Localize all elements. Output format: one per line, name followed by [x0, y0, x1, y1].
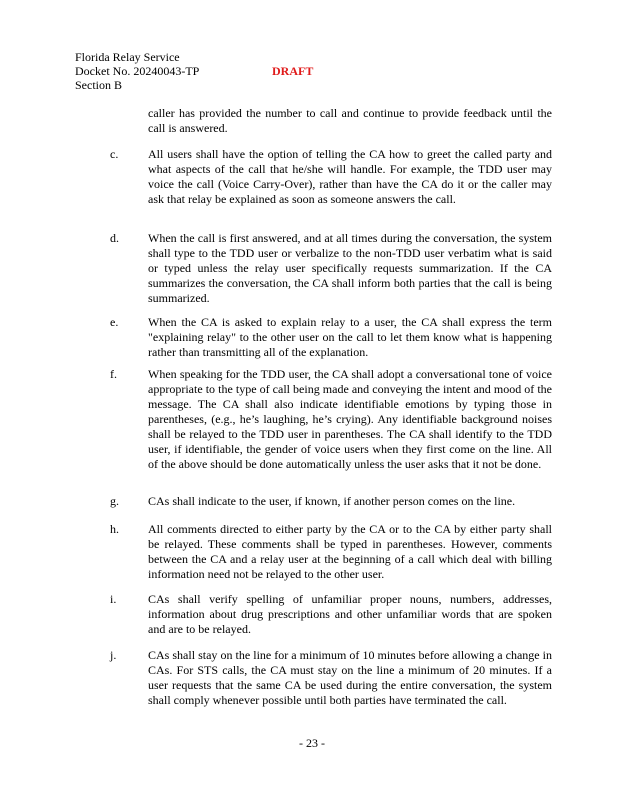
item-j-label: j.: [110, 648, 117, 662]
item-c-label: c.: [110, 147, 119, 161]
header-docket: Docket No. 20240043-TP: [75, 64, 200, 78]
header-organization: Florida Relay Service: [75, 50, 180, 64]
header-section: Section B: [75, 78, 122, 92]
item-g-text: CAs shall indicate to the user, if known, if another person comes on the line.: [148, 494, 516, 508]
item-f-text: When speaking for the TDD user, the CA shall adopt a conversational tone of voice appropriate to the type of call being made and conveying the intent and mood of the message. The CA shall also indicate identifiable emotions by typing those in parentheses, (e.g., he’s laughing, he’s crying). Any identifiable background noises shall be relayed to the TDD user in parentheses. The CA shall identify to the TDD user, if identifiable, the gender of voice users when they first come on the line. All of the above should be done automatically unless the user asks that it not be done.: [148, 367, 552, 471]
item-f-label: f.: [110, 367, 117, 381]
item-d-label: d.: [110, 231, 119, 245]
continuation-paragraph: caller has provided the number to call and continue to provide feedback until the call is answered.: [148, 106, 552, 135]
item-i-text: CAs shall verify spelling of unfamiliar proper nouns, numbers, addresses, information about drug prescriptions and other unfamiliar words that are spoken and are to be relayed.: [148, 592, 552, 636]
item-e-label: e.: [110, 315, 119, 329]
item-g-label: g.: [110, 494, 119, 508]
item-j-text: CAs shall stay on the line for a minimum of 10 minutes before allowing a change in CAs. For STS calls, the CA must stay on the line a minimum of 20 minutes. If a user requests that the same CA be used during the entire conversation, the system shall comply whenever possible until both parties have terminated the call.: [148, 648, 552, 707]
item-c-text: All users shall have the option of telling the CA how to greet the called party and what aspects of the call that he/she will handle. For example, the TDD user may voice the call (Voice Carry-Over), rather than have the CA do it or the caller may ask that relay be explained as soon as someone answers the call.: [148, 147, 552, 206]
item-i-label: i.: [110, 592, 117, 606]
item-h-label: h.: [110, 522, 119, 536]
item-d-text: When the call is first answered, and at all times during the conversation, the system shall type to the TDD user or verbalize to the non-TDD user verbatim what is said or typed unless the relay user specifically requests summarization. If the CA summarizes the conversation, the CA shall inform both parties that the call is being summarized.: [148, 231, 552, 305]
draft-stamp: DRAFT: [272, 64, 314, 78]
item-h-text: All comments directed to either party by the CA or to the CA by either party shall be relayed. These comments shall be typed in parentheses. However, comments between the CA and a relay user at the beginning of a call which deal with billing information need not be relayed to the other user.: [148, 522, 552, 581]
item-e-text: When the CA is asked to explain relay to a user, the CA shall express the term "explaining relay" to the other user on the call to let them know what is happening rather than transmitting all of the explanation.: [148, 315, 552, 359]
document-header: [75, 50, 199, 92]
page-number: - 23 -: [299, 736, 325, 750]
